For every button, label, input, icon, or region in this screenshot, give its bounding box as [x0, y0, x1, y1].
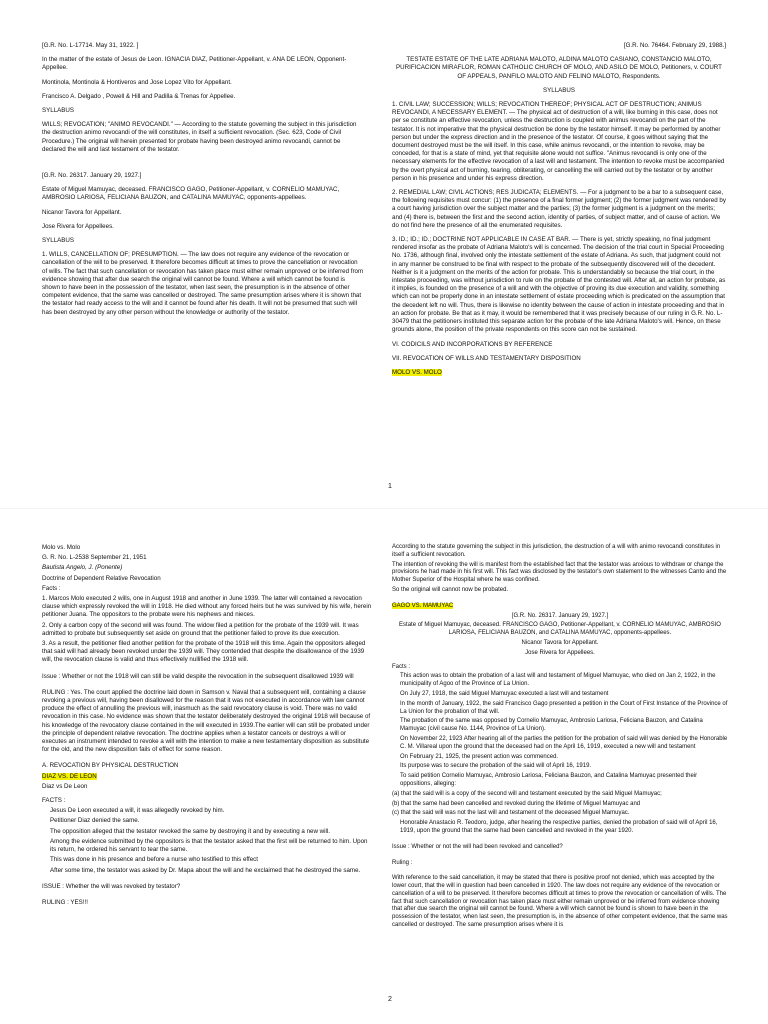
page1-left-column — [42, 42, 364, 323]
case-title: In the matter of the estate of Jesus de Leon. IGNACIA DIAZ, Petitioner-Appellant, v. ANA DE LEON, Opponent-Appellee. — [42, 56, 347, 72]
case-title: Estate of Miguel Mamuyac, deceased. FRANCISCO GAGO, Petitioner-Appellant, v. CORNELIO MAMUYAC, AMBROSIO LARIOSA, FELICIANA BAUZON, and CATALINA MAMUYAC, opponents-appellees. — [399, 622, 721, 637]
syllabus-para: 3. ID.; ID.; ID.; DOCTRINE NOT APPLICABLE IN CASE AT BAR. — There is yet, strictly speaking, no final judgment rendered insofar as the probate of Adriana Maloto's will is concerned. The decision of the trial court in Special Proceeding No. 1736, although final, involved only the intestate settlement of the estate of Adriana. As such, that judgment could not in any manner be construed to be final with respect to the probate of the subsequently discovered will of the decedent. Neither is it a judgment on the merits of the action for probate. This is understandably so because the trial court, in the intestate proceeding, was without jurisdiction to rule on the probate of the contested will. After all, an action for probate, as it implies, is founded on the presence of a will and with the objective of proving its due execution and validity, something which can not be properly done in an intestate settlement of estate proceeding which is predicated on the assumption that the decedent left no will. Thus, there is likewise no identity between the cause of action in intestate proceeding and that in an action for probate. Be that as it may, it would be remembered that it was precisely because of our ruling in G.R. No. L-30479 that the petitioners instituted this separate action for the probate of the late Adriana Maloto's will. Hence, on these grounds alone, the position of the private respondents on this score can not be sustained. — [392, 236, 726, 334]
page-1 — [0, 0, 768, 500]
ruling-body: With reference to the said cancellation, it may be stated that there is positive proof not denied, which was accepted by the lower court, that the will in question had been cancelled in 1920. The law does not require any evidence of the revocation or cancellation of a will to be preserved. It therefore becomes difficult at times to prove the revocation or cancellation of wills. The fact that such cancellation or revocation has taken place must either remain unproved or be inferred from evidence showing that after due search the original will cannot be found. Where a will which cannot be found is shown to have been in the possession of the testator, when last seen, the presumption is, in the absence of other competent evidence, that the same was cancelled or destroyed. The same presumption arises where it is — [392, 875, 728, 929]
section-heading: A. REVOCATION BY PHYSICAL DESTRUCTION — [42, 762, 179, 770]
syllabus-heading: SYLLABUS — [42, 107, 74, 115]
body-text: So the original will cannot now be probated. — [392, 586, 509, 593]
fact-item: Among the evidence submitted by the oppositors is that the testator asked that the first will be returned to him. Upon its return, he ordered his servant to tear the same. — [50, 837, 368, 854]
issue-text: Issue : Whether or not the will had been revoked and cancelled? — [392, 843, 563, 850]
facts-label: Facts : — [42, 584, 61, 592]
page-number: 1 — [388, 483, 392, 490]
syllabus-heading: SYLLABUS — [42, 237, 74, 245]
counsel: Montinola, Montinola & Hontiveros and Jose Lopez Vito for Appellant. — [42, 78, 232, 86]
fact-item: In the month of January, 1922, the said Francisco Gago presented a petition in the Court of First Instance of the Province of La Union for the probation of that will. — [400, 700, 728, 715]
fact-item: On July 27, 1918, the said Miguel Mamuyac executed a last will and testament — [400, 690, 609, 697]
fact-item: On November 22, 1923 After hearing all of the parties the petition for the probation of said will was denied by the Honorable C. M. Villareal upon the ground that the deceased had on the April 16, 1919, executed a new will and testament — [400, 735, 728, 750]
case-header: [G.R. No. 26317. January 29, 1927.] — [511, 612, 609, 619]
syllabus-para: 2. REMEDIAL LAW; CIVIL ACTIONS; RES JUDICATA; ELEMENTS. — For a judgment to be a bar to a subsequent case, the following requisites must concur: (1) the presence of a final former judgment; (2) the former judgment was rendered by a court having jurisdiction over the subject matter and the parties; (3) the former judgment is a judgment on the merits; and (4) there is, between the first and the second action, identity of parties, of subject matter, and of cause of action. We do not find here the presence of all the enumerated requisites. — [392, 189, 726, 229]
fact-item: 1. Marcos Molo executed 2 wills, one in August 1918 and another in June 1939. The latter will contained a revocation clause which expressly revoked the will in 1918. He died without any forced heirs but he was survived by his wife, herein petitioner Juana. The oppositors to the probate were his nephews and nieces. — [42, 595, 372, 619]
case-header: [G.R. No. L-17714. May 31, 1922. ] — [42, 42, 139, 49]
fact-item: The probation of the same was opposed by Cornelio Mamuyac, Ambrosio Lariosa, Feliciana Bauzon, and Catalina Mamuyac (civil cause No. 1144, Province of La Union). — [400, 718, 703, 733]
page-divider — [0, 508, 768, 509]
case-header: [G.R. No. 76464. February 29, 1988.] — [623, 42, 726, 49]
doc-ponente: Bautista Angelo, J. (Ponente) — [42, 564, 123, 572]
ruling-text: RULING : Yes. The court applied the doctrine laid down in Samson v. Naval that a subsequent will, containing a clause revoking a previous will, having been disallowed for the reason that it was not executed in accordance with law cannot produce the effect of annulling the previous will, inasmuch as the said revocatory clause is void. There was no valid revocation in this case. No evidence was shown that the testator deliberately destroyed the original 1918 will because of his knowledge of the revocatory clause contained in the will executed in 1939.The earlier will can still be probated under the principle of dependent relative revocation. The doctrine applies when a testator cancels or destroys a will or executes an instrument intended to revoke a will with the intention to make a new testamentary disposition as substitute for the old, and the new disposition fails of effect for some reason. — [42, 688, 371, 754]
counsel: Jose Rivera for Appellees. — [42, 222, 114, 230]
fact-subitem: (a) that the said will is a copy of the second will and testament executed by the said Miguel Mamuyac; — [392, 790, 662, 797]
fact-item: On February 21, 1925, the present action was commenced. — [400, 753, 559, 760]
facts-label: FACTS : — [42, 797, 66, 805]
highlighted-case-title: GAGO VS. MAMUYAC — [392, 602, 454, 609]
section-heading: VI. CODICILS AND INCORPORATIONS BY REFERENCE — [392, 340, 553, 348]
fact-item: Jesus De Leon executed a will, it was allegedly revoked by him. — [50, 807, 225, 815]
ruling-text: RULING : YES!!! — [42, 898, 88, 906]
syllabus-body: WILLS; REVOCATION; "ANIMO REVOCANDI." — According to the statute governing the subject in this jurisdiction the destruction animo revocandi of the will constitutes, in itself a sufficient revocation. (Sec. 623, Code of Civil Procedure.) The original will herein presented for probate having been destroyed animo revocandi, cannot be declared the will and last testament of the testator. — [42, 121, 357, 153]
page2-right-column — [392, 544, 728, 932]
doc-doctrine: Doctrine of Dependent Relative Revocation — [42, 574, 161, 582]
body-text: The intention of revoking the will is manifest from the established fact that the testator was anxious to withdraw or change the provisions he had made in his first will. This fact was disclosed by the testator's own statement to the witnesses Canto and the Mother Superior of the Hospital where he was confined. — [392, 561, 727, 584]
fact-item: This was done in his presence and before a nurse who testified to this effect — [50, 856, 258, 864]
issue-text: Issue : Whether or not the 1918 will can still be valid despite the revocation in the subsequent disallowed 1939 will — [42, 672, 354, 680]
counsel: Nicanor Tavora for Appellant. — [521, 639, 599, 646]
counsel: Nicanor Tavora for Appellant. — [42, 208, 122, 216]
fact-item: Its purpose was to secure the probation of the said will of April 16, 1919. — [400, 763, 592, 770]
ruling-label: Ruling : — [392, 859, 413, 866]
fact-item: The opposition alleged that the testator revoked the same by destroying it and by executing a new will. — [50, 827, 330, 835]
doc-title: Molo vs. Molo — [42, 544, 81, 551]
doc-title: G. R. No. L-2538 September 21, 1951 — [42, 554, 147, 562]
fact-item: Petitioner Diaz denied the same. — [50, 817, 140, 825]
syllabus-body: 1. WILLS, CANCELLATION OF; PRESUMPTION. — The law does not require any evidence of the revocation or cancellation of the will to be preserved. It therefore becomes difficult at times to prove the cancellation or revocation of wills. The fact that such cancellation or revocation has taken place must either remain unproved or be inferred from evidence showing that after due search the original will cannot be found. Where a will which cannot be found is shown to have been in the possession of the testator, when last seen, the presumption is in the absence of other competent evidence, that the same was cancelled or destroyed. The same presumption arises where it is shown that the testator had ready access to the will and it cannot be found after his death. It will not be presumed that such will has been destroyed by any other person without the knowledge or authority of the testator. — [42, 251, 364, 316]
fact-subitem: (b) that the same had been cancelled and revoked during the lifetime of Miguel Mamuyac and — [392, 800, 641, 807]
facts-label: Facts : — [392, 663, 411, 670]
case-title: TESTATE ESTATE OF THE LATE ADRIANA MALOTO, ALDINA MALOTO CASIANO, CONSTANCIO MALOTO, PURIFICACION MIRAFLOR, ROMAN CATHOLIC CHURCH OF MOLO, AND ASILO DE MOLO, Petitioners, v. COURT OF APPEALS, PANFILO MALOTO AND FELINO MALOTO, Respondents. — [396, 56, 722, 80]
fact-item: 2. Only a carbon copy of the second will was found. The widow filed a petition for the probate of the 1939 will. It was admitted to probate but subsequently set aside on ground that the petitioner failed to prove its due execution. — [42, 621, 359, 637]
counsel: Francisco A. Delgado , Powell & Hill and Padilla & Trenas for Appellee. — [42, 92, 236, 100]
case-header: [G.R. No. 26317. January 29, 1927.] — [42, 172, 142, 180]
page2-left-column — [42, 544, 372, 909]
fact-item: After some time, the testator was asked by Dr. Mapa about the will and he exclaimed that he destroyed the same. — [50, 866, 361, 874]
syllabus-para: 1. CIVIL LAW; SUCCESSION; WILLS; REVOCATION THEREOF; PHYSICAL ACT OF DESTRUCTION; ANIMUS REVOCANDI, A NECESSARY ELEMENT. — The physical act of destruction of a will, like burning in this case, does not per se constitute an effective revocation, unless the destruction is coupled with animus revocandi on the part of the testator. It is not imperative that the physical destruction be done by the testator himself. It may be performed by another person but under the express direction and in the presence of the testator. Of course, it goes without saying that the document destroyed must be the will itself. In this case, while animus revocandi, or the intention to revoke, may be conceded, for that is a state of mind, yet that requisite alone would not suffice. "Animus revocandi is only one of the necessary elements for the effective revocation of a last will and testament. The intention to revoke must be accompanied by the overt physical act of burning, tearing, obliterating, or cancelling the will carried out by the testator or by another person in his presence and under his express direction. — [392, 101, 725, 182]
fact-item: 3. As a result, the petitioner filed another petition for the probate of the 1918 will this time. Again the oppositors alleged that said will had already been revoked under the 1939 will. They contended that despite the disallowance of the 1939 will, the revocation clause is valid and thus effectively nullified the 1918 will. — [42, 640, 366, 664]
body-text: According to the statute governing the subject in this jurisdiction, the destruction of a will with animo revocandi constitutes in itself a sufficient revocation. — [392, 544, 721, 558]
highlighted-case-title: MOLO VS. MOLO — [392, 368, 442, 376]
highlighted-case-title: DIAZ VS. DE LEON — [42, 772, 97, 780]
page1-right-column — [392, 42, 726, 383]
fact-item: Honorable Anastacio R. Teodoro, judge, after hearing the respective parties, denied the probation of said will of April 16, 1919, upon the ground that the same had been cancelled and revoked in the year 1920. — [400, 820, 718, 834]
counsel: Jose Rivera for Appellees. — [525, 649, 595, 656]
fact-subitem: (c) that the said will was not the last will and testament of the deceased Miguel Mamuyac. — [392, 810, 630, 817]
fact-item: This action was to obtain the probation of a last will and testament of Miguel Mamuyac, who died on Jan 2, 1922, in the municipality of Agoo of the Province of La Union. — [400, 673, 716, 688]
syllabus-heading: SYLLABUS — [543, 86, 575, 94]
fact-item: To said petition Cornelio Mamuyac, Ambrosio Lariosa, Feliciana Bauzon, and Catalina Mamuyac presented their oppositions, alleging: — [400, 773, 698, 787]
case-title: Estate of Miguel Mamuyac, deceased. FRANCISCO GAGO, Petitioner-Appellant, v. CORNELIO MAMUYAC, AMBROSIO LARIOSA, FELICIANA BAUZON, and CATALINA MAMUYAC, opponents-appellees. — [42, 186, 340, 202]
issue-text: ISSUE : Whether the will was revoked by testator? — [42, 882, 181, 890]
page-2 — [0, 512, 768, 1024]
section-heading: VII. REVOCATION OF WILLS AND TESTAMENTARY DISPOSITION — [392, 354, 581, 362]
case-subtitle: Diaz vs De Leon — [42, 782, 88, 790]
page-number: 2 — [388, 996, 392, 1003]
